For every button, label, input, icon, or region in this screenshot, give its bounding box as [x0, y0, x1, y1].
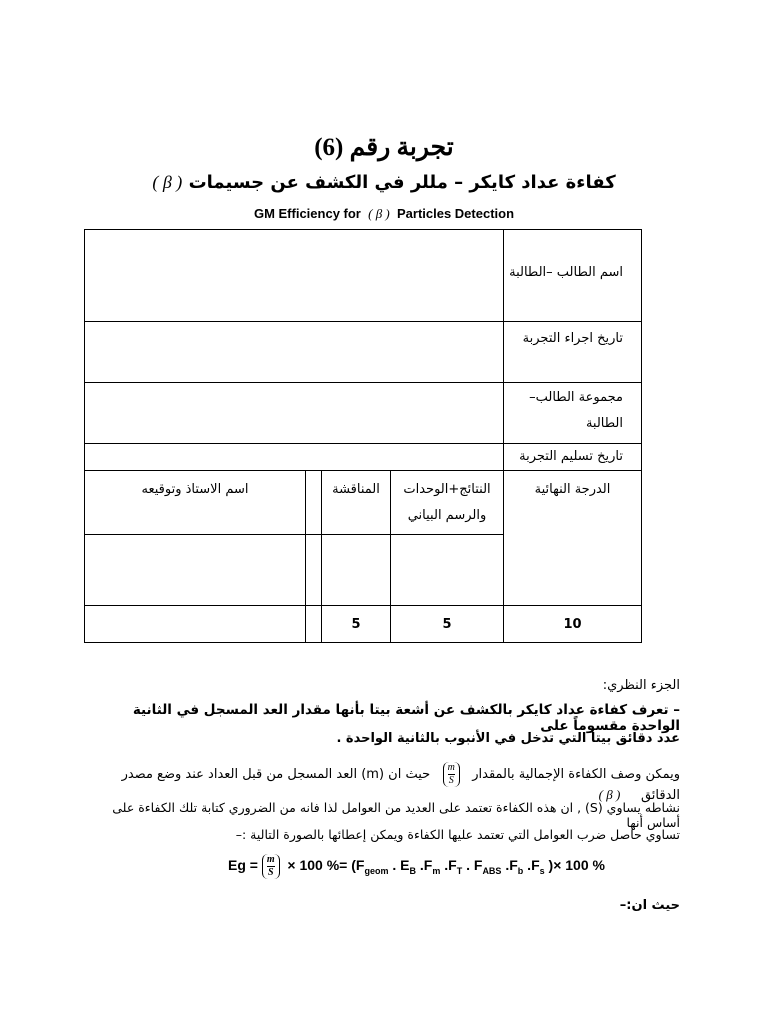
student-group-field[interactable] [85, 383, 504, 444]
beta-symbol-theory: ( β ) [598, 787, 621, 802]
theory-line-5: تساوي حاصل ضرب العوامل التي تعتمد عليها الكفاءة ويمكن إعطائها بالصورة التالية :– [235, 827, 680, 842]
experiment-date-field[interactable] [85, 322, 504, 383]
english-subtitle-pre: GM Efficiency for [253, 206, 361, 221]
final-grade-header: الدرجة النهائية [504, 471, 642, 606]
blank-score-cell [306, 606, 322, 643]
results-header: النتائج+الوحدات والرسم البياني [391, 471, 504, 535]
discussion-header: المناقشة [322, 471, 391, 535]
eq-fraction: $\frac{m}{S}$ [262, 854, 280, 879]
english-subtitle [0, 206, 768, 222]
theory-line-3-b: حيث ان (m) العد المسجل من قبل العداد عند وضع مصدر الدقائق [121, 767, 680, 803]
m-over-s-fraction: $\frac{m}{S}$ [443, 762, 460, 787]
final-max-score: 10 [504, 606, 642, 643]
blank-cell [306, 535, 322, 606]
submission-date-field[interactable] [85, 444, 504, 471]
student-name-label: اسم الطالب –الطالبة [504, 230, 642, 322]
results-max-score: 5 [391, 606, 504, 643]
blank-header-cell [306, 471, 322, 535]
discussion-max-score: 5 [322, 606, 391, 643]
instructor-score-cell [85, 606, 306, 643]
results-score-field[interactable] [391, 535, 504, 606]
theory-heading: الجزء النظري: [602, 678, 680, 693]
discussion-score-field[interactable] [322, 535, 391, 606]
student-group-label: مجموعة الطالب– الطالبة [504, 383, 642, 444]
arabic-subtitle-text: كفاءة عداد كايكر – مللر في الكشف عن جسيمات [188, 172, 616, 193]
student-name-field[interactable] [85, 230, 504, 322]
theory-line-1: – تعرف كفاءة عداد كايكر بالكشف عن أشعة بيتا بأنها مقدار العد المسجل في الثانية الواحدة مقسوماً على [132, 702, 680, 734]
submission-date-label: تاريخ تسليم التجربة [504, 444, 642, 471]
theory-line-4: نشاطه يساوي (S) , ان هذه الكفاءة تعتمد على العديد من العوامل لذا فانه من الضروري كتابة تلك الكفاءة على أساس أنها [112, 800, 680, 830]
student-info-table [84, 229, 642, 643]
english-subtitle-post: Particles Detection [396, 206, 515, 221]
theory-line-3 [84, 762, 680, 803]
arabic-subtitle [0, 172, 768, 193]
experiment-date-label: تاريخ اجراء التجربة [504, 322, 642, 383]
beta-symbol: ( β ) [152, 172, 183, 192]
theory-line-2: عدد دقائق بيتا التي تدخل في الأنبوب بالثانية الواحدة . [336, 731, 680, 746]
where-label: حيث ان:– [619, 898, 680, 913]
instructor-signature-field[interactable] [85, 535, 306, 606]
theory-line-3-a: ويمكن وصف الكفاءة الإجمالية بالمقدار [472, 767, 680, 782]
efficiency-equation: Eg = $\frac{m}{S}$ × 100 %= ($F_{geom}$ . $E_B$ $.F_m$ $.F_T$ . $F_{ABS}$ $.F_b$ $.F_s$ )× 100 % [228, 854, 605, 878]
instructor-header: اسم الاستاذ وتوقيعه [85, 471, 306, 535]
page-title: تجربة رقم (6) [314, 134, 454, 161]
beta-symbol-en: ( β ) [368, 206, 390, 221]
